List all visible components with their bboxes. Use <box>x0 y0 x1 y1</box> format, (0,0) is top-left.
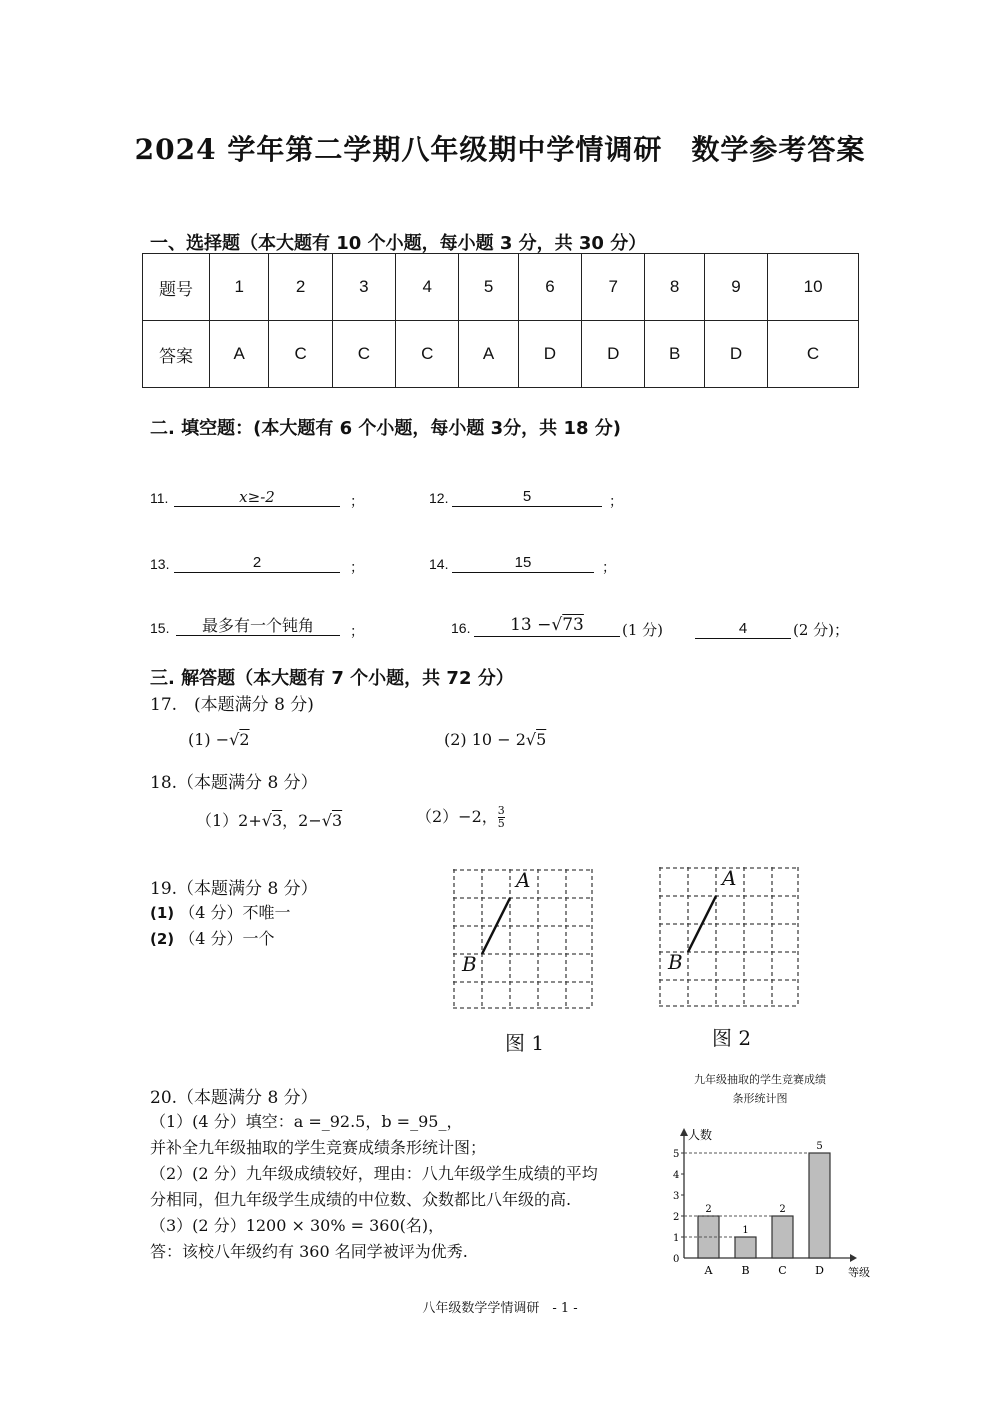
bar-value-label: 1 <box>742 1225 749 1236</box>
table-cell: 8 <box>645 254 704 321</box>
q19-part1-number: (1) <box>150 904 175 922</box>
q18-part2 <box>416 804 505 830</box>
y-tick-label: 3 <box>673 1191 680 1202</box>
category-label: D <box>815 1264 824 1277</box>
row-label-answer: 答案 <box>143 321 210 388</box>
y-tick-label: 5 <box>673 1149 680 1160</box>
fraction-numerator: 3 <box>497 804 505 817</box>
bar-value-label: 2 <box>705 1204 712 1215</box>
q19-part1-text: （4 分）不唯一 <box>179 903 291 922</box>
category-label: B <box>741 1264 750 1277</box>
table-cell: 6 <box>518 254 581 321</box>
q19-part1 <box>150 900 291 923</box>
q17-part1-prefix: (1) − <box>188 730 230 749</box>
q18-fraction <box>498 805 505 830</box>
q18-part1-radicand: 3 <box>271 811 283 830</box>
section1-heading: 一、选择题（本大题有 10 个小题，每小题 3 分，共 30 分） <box>150 233 647 254</box>
q16-answer1-prefix: 13 − <box>510 615 552 635</box>
q17-label: 17. (本题满分 8 分) <box>150 695 314 715</box>
section3-heading: 三. 解答题（本大题有 7 个小题，共 72 分） <box>150 668 514 689</box>
table-cell: 1 <box>210 254 269 321</box>
q11-answer: x≥-2 <box>174 488 340 507</box>
table-row <box>143 321 859 388</box>
table-cell: 5 <box>459 254 518 321</box>
q20-line6: 答：该校八年级约有 360 名同学被评为优秀. <box>150 1242 468 1261</box>
table-cell: 7 <box>582 254 645 321</box>
table-cell: C <box>396 321 459 388</box>
q14-number: 14. <box>429 556 449 572</box>
q18-label: 18.（本题满分 8 分） <box>150 773 318 793</box>
table-cell: 10 <box>768 254 859 321</box>
q11-number: 11. <box>150 490 169 506</box>
y-tick-label: 0 <box>673 1254 680 1265</box>
q19-part2-text: （4 分）一个 <box>179 929 275 948</box>
x-axis-label: 等级 <box>848 1266 870 1279</box>
figure2-point-b: B <box>668 950 683 974</box>
q19-label: 19.（本题满分 8 分） <box>150 879 318 899</box>
q16-number: 16. <box>451 620 471 636</box>
table-cell: C <box>332 321 395 388</box>
table-cell: 9 <box>704 254 767 321</box>
q18-part1: （1）2+√3，2−√3 <box>196 811 343 830</box>
y-tick-label: 1 <box>673 1233 680 1244</box>
semicolon: ； <box>602 560 616 576</box>
semicolon: ； <box>350 494 364 510</box>
semicolon: ； <box>350 560 364 576</box>
q14-answer: 15 <box>452 554 594 573</box>
figure1-caption: 图 1 <box>505 1031 545 1055</box>
chart-title <box>660 1070 860 1108</box>
q20-line1: （1）(4 分）填空：a =_92.5，b =_95_， <box>150 1112 463 1131</box>
q16-answer2: 4 <box>695 620 791 639</box>
q16-points2: (2 分)； <box>793 621 850 639</box>
page-title: 2024 学年第二学期八年级期中学情调研 数学参考答案 <box>134 133 866 166</box>
bar <box>735 1237 756 1258</box>
bar <box>809 1153 830 1258</box>
fraction-denominator: 5 <box>497 817 505 830</box>
table-cell: D <box>582 321 645 388</box>
q15-answer: 最多有一个钝角 <box>176 617 340 636</box>
table-cell: C <box>269 321 332 388</box>
q17-part2: (2) 10 − 2√5 <box>444 730 547 749</box>
table-row <box>143 254 859 321</box>
q17-part2-radicand: 5 <box>536 730 547 749</box>
q13-answer: 2 <box>174 554 340 573</box>
chart-title-line2: 条形统计图 <box>732 1092 788 1105</box>
q16-points1: (1 分) <box>622 621 664 639</box>
table-cell: A <box>210 321 269 388</box>
q16-answer1-radicand: 73 <box>562 615 584 635</box>
q19-part2-number: (2) <box>150 930 175 948</box>
q17-part2-prefix: (2) 10 − 2 <box>444 730 526 749</box>
semicolon: ； <box>609 494 623 510</box>
q20-line4: 分相同，但九年级学生成绩的中位数、众数都比八年级的高. <box>150 1190 572 1209</box>
q18-part1-radicand2: 3 <box>331 811 343 830</box>
q15-number: 15. <box>150 620 170 636</box>
q18-part1-prefix: （1）2+ <box>196 811 262 830</box>
table-cell: A <box>459 321 518 388</box>
figure1-point-a: A <box>516 868 531 892</box>
answer-table <box>142 253 859 388</box>
section2-heading: 二. 填空题：(本大题有 6 个小题，每小题 3分，共 18 分) <box>150 418 621 439</box>
q12-number: 12. <box>429 490 449 506</box>
category-label: A <box>704 1264 713 1277</box>
y-axis-arrow <box>680 1128 688 1136</box>
semicolon: ； <box>350 624 364 640</box>
q13-number: 13. <box>150 556 170 572</box>
table-cell: D <box>704 321 767 388</box>
q12-answer: 5 <box>452 488 602 507</box>
chart-title-line1: 九年级抽取的学生竞赛成绩 <box>694 1073 826 1086</box>
q16-answer1: 13 −√73 <box>474 614 620 637</box>
table-cell: D <box>518 321 581 388</box>
q20-line5: （3）(2 分）1200 × 30% = 360(名)， <box>150 1216 445 1235</box>
q18-part1-mid: ，2− <box>282 811 322 830</box>
x-axis-arrow <box>850 1254 857 1262</box>
y-tick-label: 2 <box>673 1212 680 1223</box>
table-cell: C <box>768 321 859 388</box>
category-label: C <box>778 1264 787 1277</box>
page-footer: 八年级数学学情调研 - 1 - <box>422 1301 578 1316</box>
bar-chart <box>660 1124 890 1286</box>
table-cell: B <box>645 321 704 388</box>
y-axis-label: 人数 <box>688 1128 713 1142</box>
bar-value-label: 5 <box>816 1141 823 1152</box>
q17-part1-radicand: 2 <box>239 730 250 749</box>
figure1-point-b: B <box>462 952 477 976</box>
q19-part2 <box>150 926 275 949</box>
table-cell: 3 <box>332 254 395 321</box>
bar <box>772 1216 793 1258</box>
figure2-point-a: A <box>722 866 737 890</box>
y-tick-label: 4 <box>673 1170 680 1181</box>
table-cell: 4 <box>396 254 459 321</box>
table-cell: 2 <box>269 254 332 321</box>
bar-value-label: 2 <box>779 1204 786 1215</box>
q20-label: 20.（本题满分 8 分） <box>150 1088 318 1108</box>
q18-part2-prefix: （2）−2， <box>416 807 498 826</box>
figure2-caption: 图 2 <box>712 1026 752 1050</box>
q20-line3: （2）(2 分）九年级成绩较好，理由：八九年级学生成绩的平均 <box>150 1164 598 1183</box>
q17-part1: (1) −√2 <box>188 730 250 749</box>
row-label-number: 题号 <box>143 254 210 321</box>
q20-line2: 并补全九年级抽取的学生竞赛成绩条形统计图； <box>150 1138 487 1157</box>
